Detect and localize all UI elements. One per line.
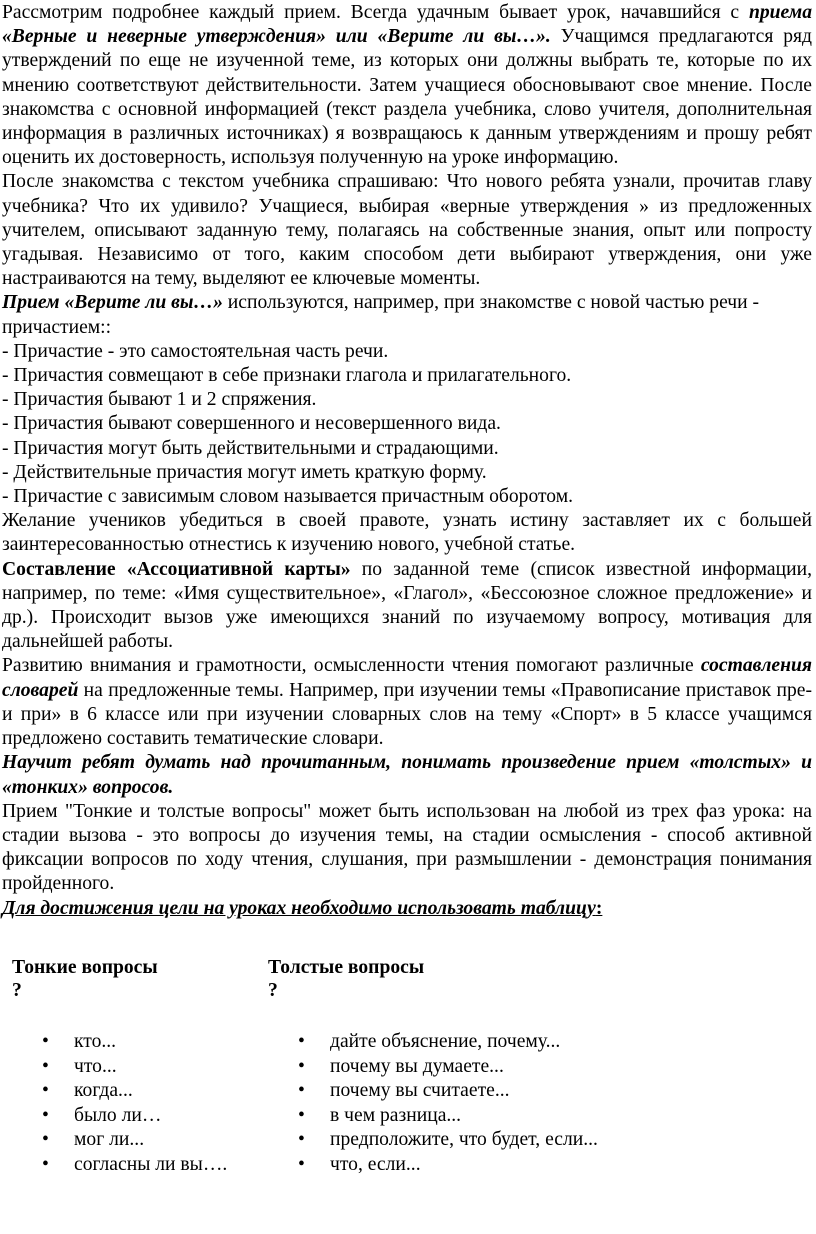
paragraph-intro-start: Рассмотрим подробнее каждый прием. Всегда удачным бывает урок, начавшийся с	[2, 2, 749, 23]
thin-questions-list	[42, 1030, 227, 1177]
paragraph-motivation: Желание учеников убедиться в своей правоте, узнать истину заставляет их с большей заинтересованностью отнестись к изучению нового, учебной статье.	[2, 510, 812, 556]
paragraph-phases: Прием "Тонкие и толстые вопросы" может быть использован на любой из трех фаз урока: на стадии вызова - это вопросы до изучения темы, на стадии осмысления - способ активной фиксации вопросов по ходу чтения, слушания, при размышлении - демонстрация понимания пройденного.	[2, 800, 812, 895]
paragraph-intro-rest: Учащимся предлагаются ряд утверждений по еще не изученной теме, из которых они должны выбрать те, которые по их мнению соответствуют действительности. Затем учащиеся обосновывают свое мнение. После знакомства с основной информацией (текст раздела учебника, слово учителя, дополнительная информация в различных источниках) я возвращаюсь к данным утверждениям и прошу ребят оценить их достоверность, используя полученную на уроке информацию.	[2, 26, 812, 169]
list-item: • было ли…	[42, 1104, 227, 1129]
technique-association-map-text: по заданной теме (список известной информации, например, по теме: «Имя существительное», «Глагол», «Бессоюзное сложное предложение» и др.). Происходит вызов уже имеющихся знаний по изучаемому вопросу, мотивация для дальнейшей работы.	[2, 558, 812, 653]
paragraph-dictionaries	[2, 654, 812, 751]
list-item: - Причастия могут быть действительными и страдающими.	[2, 437, 499, 459]
paragraph-association-map	[2, 558, 812, 655]
technique-association-map-title: Составление «Ассоциативной карты»	[2, 558, 351, 580]
paragraph-table-intro	[2, 897, 812, 921]
paragraph-intro	[2, 1, 812, 170]
thick-questions-column	[268, 956, 688, 1175]
thick-questions-list	[298, 1030, 598, 1177]
bullet-icon: •	[298, 1080, 305, 1101]
paragraph-textbook: После знакомства с текстом учебника спрашиваю: Что нового ребята узнали, прочитав главу учебника? Что их удивило? Учащиеся, выбирая «верные утверждения » из предложенных учителем, описывают заданную тему, полагаясь на собственные знания, опыт или попросту угадывая. Независимо от того, каким способом дети выбирают утверждения, они уже настраиваются на тему, выделяют ее ключевые моменты.	[2, 171, 812, 290]
list-item: - Причастия совмещают в себе признаки глагола и прилагательного.	[2, 365, 572, 387]
list-item: • почему вы считаете...	[298, 1079, 598, 1104]
list-item: • почему вы думаете...	[298, 1055, 598, 1080]
paragraph-thick-thin-questions: Научит ребят думать над прочитанным, понимать произведение прием «толстых» и «тонких» вопросов.	[2, 752, 812, 798]
technique-believe-text: используются, например, при знакомстве с новой частью речи - причастием::	[2, 292, 760, 338]
participle-statements-list	[2, 340, 812, 509]
document-body	[2, 1, 812, 921]
thin-questions-column	[12, 956, 262, 1175]
list-item: - Причастия бывают 1 и 2 спряжения.	[2, 389, 317, 411]
list-item: - Действительные причастия могут иметь краткую форму.	[2, 461, 487, 483]
technique-dictionaries-title: составления словарей	[2, 655, 812, 701]
list-item: • предположите, что будет, если...	[298, 1128, 598, 1153]
paragraph-dictionaries-rest: на предложенные темы. Например, при изучении темы «Правописание приставок пре- и при» в 6 классе или при изучении словарных слов на тему «Спорт» в 5 классе учащимся предложено составить тематические словари.	[2, 679, 812, 750]
bullet-icon: •	[42, 1055, 49, 1077]
bullet-icon: •	[42, 1031, 49, 1052]
list-item: • кто...	[42, 1030, 227, 1055]
list-item: • дайте объяснение, почему...	[298, 1030, 598, 1055]
paragraph-believe-technique	[2, 291, 812, 339]
thick-questions-header: Толстые вопросы	[268, 957, 425, 978]
bullet-icon: •	[298, 1104, 305, 1126]
bullet-icon: •	[42, 1129, 49, 1150]
bullet-icon: •	[298, 1055, 305, 1077]
list-item: • что...	[42, 1055, 227, 1080]
list-item: - Причастие - это самостоятельная часть речи.	[2, 340, 389, 362]
technique-true-false-statements: приема «Верные и неверные утверждения» или «Верите ли вы…».	[2, 2, 812, 48]
bullet-icon: •	[298, 1031, 305, 1052]
bullet-icon: •	[42, 1153, 49, 1175]
thick-questions-mark: ?	[268, 980, 278, 1001]
bullet-icon: •	[298, 1153, 305, 1175]
table-intro-text: Для достижения цели на уроках необходимо использовать таблицу	[2, 897, 596, 919]
list-item: • когда...	[42, 1079, 227, 1104]
thin-questions-mark: ?	[12, 980, 22, 1001]
bullet-icon: •	[298, 1129, 305, 1150]
paragraph-dictionaries-start: Развитию внимания и грамотности, осмысленности чтения помогают различные	[2, 655, 701, 677]
technique-believe-title: Прием «Верите ли вы…»	[2, 292, 223, 314]
list-item: • что, если...	[298, 1153, 598, 1178]
table-intro-colon: :	[595, 897, 603, 919]
list-item: - Причастия бывают совершенного и несовершенного вида.	[2, 413, 501, 435]
list-item: • согласны ли вы….	[42, 1153, 227, 1178]
list-item: - Причастие с зависимым словом называется причастным оборотом.	[2, 486, 574, 508]
bullet-icon: •	[42, 1104, 49, 1126]
list-item: • в чем разница...	[298, 1104, 598, 1129]
bullet-icon: •	[42, 1080, 49, 1101]
thin-questions-header: Тонкие вопросы	[12, 957, 158, 978]
list-item: • мог ли...	[42, 1128, 227, 1153]
